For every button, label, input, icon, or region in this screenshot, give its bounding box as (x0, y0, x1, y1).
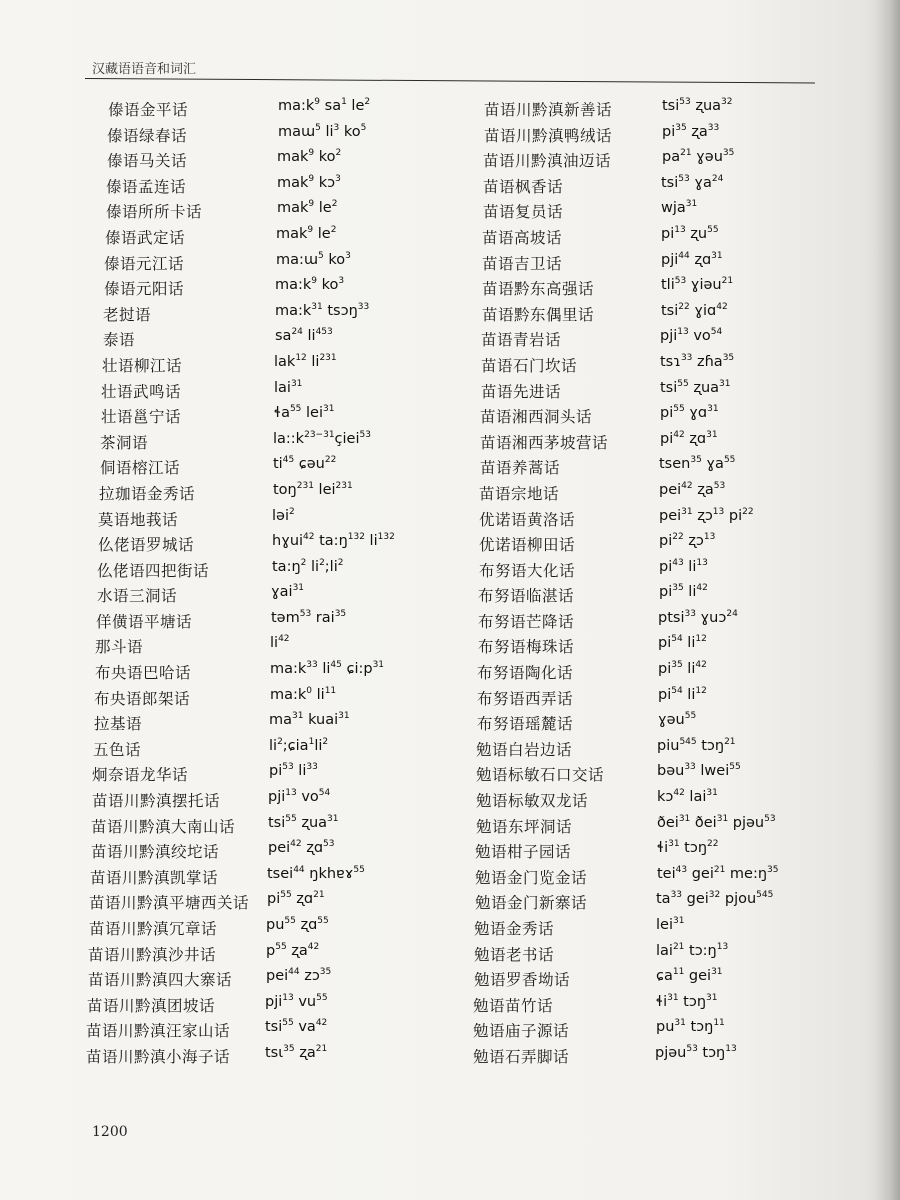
ipa-transcription: mak$^9$ $ko^2$ (277, 148, 342, 166)
entry-row (86, 610, 476, 636)
dialect-name: 佯僙语平塘话 (96, 612, 193, 631)
ipa-transcription: $ma:k^{33}$ $li^{45}$ $ɕi:p^{31}$ (270, 660, 385, 678)
dialect-name: 茶洞语 (100, 433, 149, 452)
ipa-transcription: $pu^{31}$ tɔŋ$^{11}$ (656, 1018, 725, 1036)
ipa-transcription: pji$^{13}$ $vu^{55}$ (265, 992, 328, 1010)
entry-row (476, 917, 876, 943)
dialect-name: 傣语元阳话 (104, 280, 185, 299)
dialect-name: 苗语青岩话 (481, 331, 562, 350)
entry-row (476, 635, 876, 661)
dialect-name: 苗语川黔滇绞坨话 (91, 843, 220, 862)
dialect-name: 侗语榕江话 (100, 459, 181, 478)
entry-row (86, 917, 476, 943)
ipa-transcription: $pi^{42}$ ʐɑ$^{31}$ (660, 429, 718, 447)
dialect-name: 那斗语 (95, 638, 144, 657)
ipa-transcription: lak$^{12}$ $li^{231}$ (274, 352, 337, 370)
entry-row (476, 891, 876, 917)
ipa-transcription: tsi$^{22}$ ɣiɑ$^{42}$ (661, 301, 728, 319)
entry-row (476, 533, 876, 559)
entry-row (476, 328, 876, 354)
ipa-transcription: wja$^{31}$ (661, 199, 698, 217)
entry-row (476, 712, 876, 738)
dialect-name: 壮语武鸣话 (101, 382, 182, 401)
ipa-transcription: $pi^{55}$ ʐɑ$^{21}$ (267, 890, 325, 908)
dialect-name: 布努语西弄话 (477, 689, 574, 708)
ipa-transcription: $ta^{33}$ gei$^{32}$ pjou$^{545}$ (656, 890, 774, 908)
entry-row (86, 508, 476, 534)
entry-row (476, 687, 876, 713)
dialect-name: 勉语老书话 (474, 945, 555, 964)
ipa-transcription: pji$^{13}$ $vo^{54}$ (268, 788, 331, 806)
ipa-transcription: tli$^{53}$ ɣiəu$^{21}$ (661, 276, 734, 294)
ipa-transcription: $ma^{31}$ kuai$^{31}$ (269, 711, 350, 729)
entry-row (86, 252, 476, 278)
dialect-name: 傣语金平话 (108, 101, 189, 119)
entry-row (86, 866, 476, 892)
ipa-transcription: təm$^{53}$ rai$^{35}$ (271, 608, 347, 626)
dialect-name: 勉语石弄脚话 (473, 1047, 570, 1066)
ipa-transcription: ɕa$^{11}$ gei$^{31}$ (656, 967, 723, 985)
dialect-name: 苗语川黔滇大南山话 (91, 817, 236, 836)
dialect-name: 勉语金门新寨话 (475, 894, 588, 913)
ipa-transcription: ma:ɯ$^5$ $ko^3$ (276, 250, 351, 268)
entry-row (86, 200, 476, 226)
entry-row (476, 277, 876, 303)
dialect-name: 傣语武定话 (105, 228, 186, 247)
dialect-name: 苗语吉卫话 (482, 254, 563, 273)
entry-row (476, 840, 876, 866)
entry-row (476, 303, 876, 329)
dialect-name: 勉语金秀话 (474, 920, 555, 938)
entry-row (476, 738, 876, 764)
entry-row (86, 789, 476, 815)
ipa-transcription: ləi$^2$ (272, 506, 295, 524)
ipa-transcription: $ma:k^{31}$ tsɔŋ$^{33}$ (275, 301, 370, 319)
entry-row (86, 277, 476, 303)
ipa-transcription: $la::k^{23-31}çiei^{53}$ (273, 429, 371, 447)
ipa-transcription: $ma:k^9$ $sa^1$ $le^2$ (278, 97, 371, 114)
ipa-transcription: $li^{42}$ (270, 634, 290, 652)
ipa-transcription: tsi$^{55}$ ʐua$^{31}$ (660, 378, 731, 396)
page-edge-shadow (876, 0, 900, 1200)
ipa-transcription: $pa^{21}$ ɣəu$^{35}$ (662, 148, 735, 166)
entry-row (86, 98, 476, 124)
ipa-transcription: tsɿ$^{33}$ zɦa$^{35}$ (660, 352, 735, 370)
dialect-name: 五色话 (93, 740, 142, 759)
ipa-transcription: $pu^{55}$ ʐɑ$^{55}$ (266, 916, 329, 933)
entry-row (86, 456, 476, 482)
ipa-transcription: $p^{55}$ ʐa$^{42}$ (266, 941, 320, 959)
dialect-name: 勉语金门览金话 (475, 868, 588, 887)
running-head: 汉藏语语音和词汇 (92, 62, 197, 77)
dialect-name: 苗语复员话 (483, 203, 564, 222)
ipa-transcription: tsi$^{53}$ ɣa$^{24}$ (661, 173, 724, 191)
dialect-name: 苗语先进话 (481, 382, 562, 401)
entry-row (86, 1045, 476, 1071)
ipa-transcription: piu$^{545}$ tɔŋ$^{21}$ (657, 736, 736, 754)
dialect-name: 莫语地莪话 (98, 510, 179, 529)
entry-row (86, 380, 476, 406)
entry-row (86, 533, 476, 559)
entry-row (476, 661, 876, 687)
dialect-name: 苗语养蒿话 (480, 459, 561, 478)
ipa-transcription: ɣai$^{31}$ (271, 583, 305, 601)
dialect-name: 勉语柑子园话 (475, 843, 572, 862)
entry-row (86, 661, 476, 687)
ipa-transcription: pei$^{42}$ ʐɑ$^{53}$ (268, 839, 335, 857)
ipa-transcription: $pi^{35}$ ʐa$^{33}$ (662, 122, 720, 140)
dialect-name: 苗语川黔滇沙井话 (88, 945, 217, 964)
ipa-transcription: tsi$^{55}$ $va^{42}$ (265, 1018, 328, 1036)
ipa-transcription: ɬi$^{31}$ tɔŋ$^{31}$ (656, 992, 718, 1010)
dialect-name: 炯奈语龙华话 (92, 766, 189, 785)
ipa-transcription: $pi^{43}$ $li^{13}$ (659, 557, 708, 575)
dialect-name: 壮语邕宁话 (101, 408, 182, 427)
entry-row (476, 789, 876, 815)
entry-row (86, 763, 476, 789)
entry-row (473, 992, 876, 1020)
dialect-name: 傣语绿春话 (107, 126, 188, 145)
entry-row (476, 943, 876, 969)
entry-row (86, 482, 476, 508)
entry-row (476, 866, 876, 892)
ipa-transcription: pji$^{13}$ $vo^{54}$ (660, 327, 723, 345)
ipa-transcription: ðei$^{31}$ ðei$^{31}$ pjəu$^{53}$ (657, 813, 776, 831)
dialect-name: 布努语芒降话 (478, 612, 575, 631)
dialect-name: 布央语郎架话 (94, 689, 191, 708)
ipa-transcription: tsei$^{44}$ ŋkhɐɤ$^{55}$ (267, 864, 365, 882)
ipa-transcription: tsen$^{35}$ ɣa$^{55}$ (659, 455, 736, 473)
entry-row (476, 380, 876, 406)
ipa-transcription: hɣui$^{42}$ $ta:ŋ^{132}$ $li^{132}$ (272, 532, 395, 550)
entry-row (86, 175, 476, 201)
entry-row (476, 508, 876, 534)
entry-row (476, 252, 876, 278)
entry-row (86, 968, 476, 994)
ipa-transcription: tei$^{43}$ gei$^{21}$ $me:ŋ^{35}$ (657, 864, 779, 882)
ipa-transcription: $pi^{54}$ $li^{12}$ (658, 685, 707, 703)
dialect-name: 泰语 (103, 331, 136, 350)
entry-row (476, 149, 876, 175)
ipa-transcription: maɯ$^5$ $li^3$ $ko^5$ (278, 122, 367, 140)
entry-row (86, 994, 476, 1020)
entry-row (86, 712, 476, 738)
ipa-transcription: lei$^{31}$ (656, 916, 685, 933)
ipa-transcription: $pi^{55}$ ɣɑ$^{31}$ (660, 404, 719, 422)
dialect-name: 优诺语黄洛话 (479, 510, 576, 529)
dialect-name: 布努语临湛话 (478, 587, 575, 606)
entry-row (86, 431, 476, 457)
entry-row (86, 815, 476, 841)
entry-row (86, 559, 476, 585)
ipa-transcription: tsi$^{55}$ ʐua$^{31}$ (268, 813, 339, 831)
dialect-name: 苗语川黔滇平塘西关话 (89, 894, 250, 913)
entry-row (86, 354, 476, 380)
ipa-transcription: $ta:ŋ^2$ $li^2;li^2$ (272, 557, 344, 575)
entry-row (476, 405, 876, 431)
dialect-name: 苗语川黔滇冗章话 (89, 920, 218, 938)
ipa-transcription: tsɩ$^{35}$ ʐa$^{21}$ (265, 1043, 328, 1061)
dialect-name: 拉基语 (94, 715, 143, 734)
entry-row (86, 891, 476, 917)
entry-row (86, 303, 476, 329)
dialect-name: 苗语川黔滇油迈话 (483, 152, 612, 171)
dialect-name: 壮语柳江话 (102, 356, 183, 375)
ipa-transcription: $pi^{35}$ $li^{42}$ (659, 583, 708, 601)
dialect-name: 仫佬语罗城话 (98, 536, 195, 555)
dialect-name: 傣语元江话 (104, 254, 185, 273)
ipa-transcription: ptsi$^{33}$ ɣuɔ$^{24}$ (658, 608, 738, 626)
ipa-transcription: $pi^{53}$ $li^{33}$ (269, 762, 318, 780)
ipa-transcription: bəu$^{33}$ lwei$^{55}$ (657, 762, 741, 780)
dialect-name: 苗语川黔滇凯掌话 (90, 868, 219, 887)
dialect-name: 勉语庙子源话 (473, 1022, 570, 1041)
ipa-transcription: lai$^{31}$ (274, 378, 303, 396)
entry-row (86, 328, 476, 354)
ipa-transcription: mak$^9$ $le^2$ (277, 199, 338, 217)
dialect-name: 苗语枫香话 (483, 177, 564, 196)
ipa-transcription: lai$^{21}$ $tɔ:ŋ^{13}$ (656, 941, 729, 959)
dialect-name: 苗语川黔滇摆托话 (92, 792, 221, 811)
dialect-name: 勉语罗香坳话 (474, 971, 571, 990)
ipa-transcription: $ti^{45}$ ɕəu$^{22}$ (273, 455, 337, 473)
ipa-transcription: $pi^{13}$ ʐu$^{55}$ (661, 224, 719, 242)
entry-row (476, 815, 876, 841)
dialect-name: 苗语湘西茅坡营话 (480, 433, 609, 452)
dialect-name: 布努语梅珠话 (478, 638, 575, 657)
entry-row (86, 149, 476, 175)
dialect-name: 布央语巴哈话 (95, 664, 192, 683)
dialect-name: 仫佬语四把街话 (97, 561, 210, 580)
dialect-name: 拉珈语金秀话 (99, 484, 196, 503)
entry-row (86, 635, 476, 661)
entry-row (476, 456, 876, 482)
ipa-transcription: ɣəu$^{55}$ (658, 711, 697, 729)
entry-row (476, 200, 876, 226)
entry-row (476, 610, 876, 636)
dialect-name: 布努语陶化话 (477, 664, 574, 683)
entry-row (476, 124, 876, 150)
entry-row (86, 840, 476, 866)
ipa-transcription: pji$^{44}$ ʐɑ$^{31}$ (661, 250, 723, 268)
ipa-transcription: tsi$^{53}$ ʐua$^{32}$ (662, 97, 733, 114)
entry-row (476, 968, 876, 994)
entry-row (86, 687, 476, 713)
ipa-transcription: pei$^{42}$ ʐa$^{53}$ (659, 480, 726, 498)
ipa-transcription: $pi^{22}$ ʐɔ$^{13}$ (659, 532, 716, 550)
entry-row (86, 405, 476, 431)
ipa-transcription: ɬi$^{31}$ tɔŋ$^{22}$ (657, 839, 719, 857)
entry-row (476, 226, 876, 252)
entry-row (476, 584, 876, 610)
dialect-name: 苗语宗地话 (479, 484, 560, 503)
dialect-name: 苗语湘西洞头话 (480, 408, 593, 427)
entry-row (476, 354, 876, 380)
ipa-transcription: mak$^9$ $le^2$ (276, 224, 337, 242)
dialect-name: 傣语所所卡话 (106, 203, 203, 222)
left-column (86, 98, 476, 1071)
entry-row (476, 98, 876, 124)
dialect-name: 勉语标敏双龙话 (476, 792, 589, 811)
dialect-name: 苗语川黔滇汪家山话 (86, 1022, 231, 1041)
ipa-transcription: $pi^{54}$ $li^{12}$ (658, 634, 707, 652)
dialect-name: 苗语川黔滇鸭绒话 (484, 126, 613, 145)
ipa-transcription: pei$^{31}$ ʐɔ$^{13}$ $pi^{22}$ (659, 506, 754, 524)
dialect-name: 优诺语柳田话 (479, 536, 576, 555)
dialect-name: 苗语黔东高强话 (482, 280, 595, 299)
ipa-transcription: pei$^{44}$ zɔ$^{35}$ (266, 967, 332, 985)
dialect-name: 勉语白岩边话 (476, 740, 573, 759)
entry-row (473, 1018, 876, 1045)
entry-row (476, 763, 876, 789)
entry-row (476, 559, 876, 585)
entry-row (86, 226, 476, 252)
dialect-name: 苗语石门坎话 (481, 356, 578, 375)
right-column (473, 97, 876, 1071)
ipa-transcription: mak$^9$ kɔ$^3$ (277, 173, 341, 191)
dialect-name: 苗语高坡话 (482, 228, 563, 247)
entry-row (86, 124, 476, 150)
ipa-transcription: kɔ$^{42}$ lai$^{31}$ (657, 788, 718, 806)
entry-row (86, 1019, 476, 1045)
ipa-transcription: pjəu$^{53}$ tɔŋ$^{13}$ (655, 1043, 737, 1061)
entry-row (473, 1043, 876, 1071)
ipa-transcription: ɬa$^{55}$ lei$^{31}$ (274, 404, 335, 422)
dialect-name: 水语三洞话 (97, 587, 178, 606)
dialect-name: 布努语大化话 (479, 561, 576, 580)
dialect-name: 苗语黔东偶里话 (482, 305, 595, 324)
dialect-name: 苗语川黔滇小海子话 (86, 1047, 231, 1066)
ipa-transcription: $pi^{35}$ $li^{42}$ (658, 660, 707, 678)
ipa-transcription: $ma:k^0$ $li^{11}$ (270, 685, 337, 703)
dialect-name: 傣语孟连话 (106, 177, 187, 196)
ipa-transcription: $ma:k^9$ $ko^3$ (275, 276, 345, 294)
page-number: 1200 (92, 1124, 128, 1140)
dialect-name: 傣语马关话 (107, 152, 188, 171)
entry-row (86, 738, 476, 764)
dialect-name: 苗语川黔滇团坡话 (87, 996, 216, 1015)
dialect-name: 老挝语 (103, 305, 152, 324)
entry-row (476, 482, 876, 508)
ipa-transcription: toŋ$^{231}$ lei$^{231}$ (273, 480, 353, 498)
header-rule (85, 78, 815, 83)
ipa-transcription: $sa^{24}$ $li^{453}$ (275, 327, 333, 345)
dialect-name: 苗语川黔滇新善话 (484, 101, 613, 119)
entry-row (86, 943, 476, 969)
entry-row (86, 584, 476, 610)
dialect-name: 苗语川黔滇四大寨话 (88, 971, 233, 990)
entry-row (476, 175, 876, 201)
ipa-transcription: $li^2;ɕia^1li^2$ (269, 736, 329, 754)
dialect-name: 勉语东坪洞话 (476, 817, 573, 836)
dialect-name: 布努语瑶麓话 (477, 715, 574, 734)
dialect-name: 勉语标敏石口交话 (476, 766, 605, 785)
dialect-name: 勉语苗竹话 (473, 996, 554, 1015)
entry-row (476, 431, 876, 457)
